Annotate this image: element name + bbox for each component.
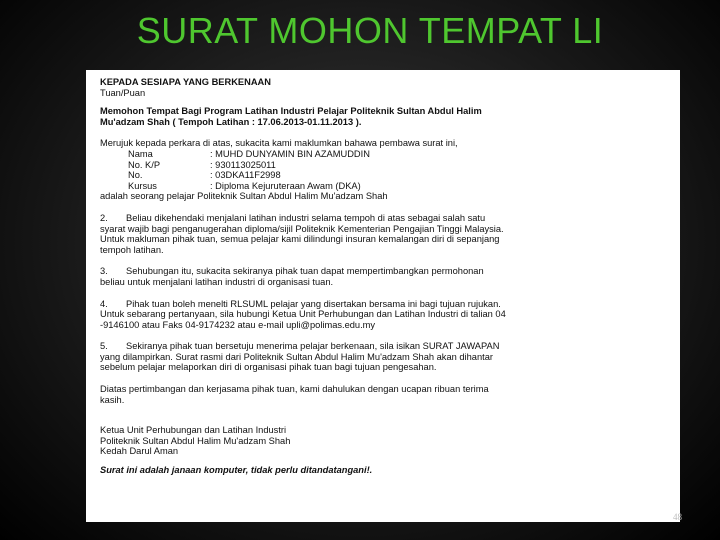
field-row — [128, 181, 666, 192]
recipient-heading: KEPADA SESIAPA YANG BERKENAAN — [100, 77, 271, 87]
field-row — [128, 160, 666, 171]
paragraph-text: Pihak tuan boleh menelti RLSUML pelajar yang disertakan bersama ini bagi tujuan rujukan. — [126, 298, 501, 309]
paragraph-number: 2. — [100, 212, 108, 223]
signature-line: Kedah Darul Aman — [100, 446, 179, 457]
paragraph-text: tempoh latihan. — [100, 244, 164, 255]
paragraph-text: sebelum pelajar melaporkan diri di organisasi pihak tuan bagi tujuan pengesahan. — [100, 362, 437, 373]
paragraph-text: Beliau dikehendaki menjalani latihan industri selama tempoh di atas sebagai salah satu — [126, 212, 486, 223]
paragraph-text: -9146100 atau Faks 04-9174232 atau e-mail upli@polimas.edu.my — [100, 319, 376, 330]
field-value: : Diploma Kejuruteraan Awam (DKA) — [210, 180, 361, 191]
field-label: Kursus — [128, 180, 157, 191]
salutation: Tuan/Puan — [100, 87, 146, 98]
field-value: : MUHD DUNYAMIN BIN AZAMUDDIN — [210, 148, 370, 159]
letter-document — [86, 70, 680, 522]
page-number: 48 — [673, 512, 682, 522]
paragraph-text: Sehubungan itu, sukacita sekiranya pihak tuan dapat mempertimbangkan permohonan — [126, 266, 484, 277]
signature-line: Politeknik Sultan Abdul Halim Mu'adzam Shah — [100, 435, 291, 446]
paragraph-4 — [100, 299, 666, 310]
paragraph-text: syarat wajib bagi penganugerahan diploma/sijil Politeknik Kementerian Pengajian Tinggi Malaysia. — [100, 223, 504, 234]
paragraph-text: Untuk makluman pihak tuan, semua pelajar kami dilindungi insuran kemalangan diri di sepanjang — [100, 234, 500, 245]
footer-note: Surat ini adalah janaan komputer, tidak perlu ditandatangani!. — [100, 465, 373, 476]
field-label: Nama — [128, 148, 153, 159]
signature-line: Ketua Unit Perhubungan dan Latihan Industri — [100, 425, 287, 436]
subject-line: Memohon Tempat Bagi Program Latihan Industri Pelajar Politeknik Sultan Abdul Halim — [100, 106, 482, 117]
student-statement: adalah seorang pelajar Politeknik Sultan Abdul Halim Mu'adzam Shah — [100, 191, 388, 202]
field-row — [128, 149, 666, 160]
field-value: : 03DKA11F2998 — [210, 170, 281, 181]
paragraph-text: Untuk sebarang pertanyaan, sila hubungi Ketua Unit Perhubungan dan Latihan Industri di talian 04 — [100, 309, 506, 320]
closing-text: Diatas pertimbangan dan kerjasama pihak tuan, kami dahulukan dengan ucapan ribuan terima — [100, 384, 489, 395]
paragraph-number: 4. — [100, 298, 108, 309]
field-label: No. — [128, 170, 143, 181]
paragraph-2 — [100, 213, 666, 224]
field-label: No. K/P — [128, 159, 161, 170]
paragraph-number: 3. — [100, 266, 108, 277]
paragraph-number: 5. — [100, 341, 108, 352]
slide-title: SURAT MOHON TEMPAT LI — [136, 10, 604, 51]
student-details — [128, 149, 666, 191]
paragraph-5 — [100, 341, 666, 352]
field-row — [128, 170, 666, 181]
paragraph-text: beliau untuk menjalani latihan industri di organisasi tuan. — [100, 276, 334, 287]
paragraph-3 — [100, 266, 666, 277]
paragraph-text: yang dilampirkan. Surat rasmi dari Politeknik Sultan Abdul Halim Mu'adzam Shah akan dihantar — [100, 351, 493, 362]
intro-text: Merujuk kepada perkara di atas, sukacita kami maklumkan bahawa pembawa surat ini, — [100, 138, 458, 149]
closing-text: kasih. — [100, 394, 125, 405]
field-value: : 930113025011 — [210, 159, 276, 170]
paragraph-text: Sekiranya pihak tuan bersetuju menerima pelajar berkenaan, sila isikan SURAT JAWAPAN — [126, 341, 500, 352]
subject-line: Mu'adzam Shah ( Tempoh Latihan : 17.06.2013-01.11.2013 ). — [100, 116, 362, 127]
